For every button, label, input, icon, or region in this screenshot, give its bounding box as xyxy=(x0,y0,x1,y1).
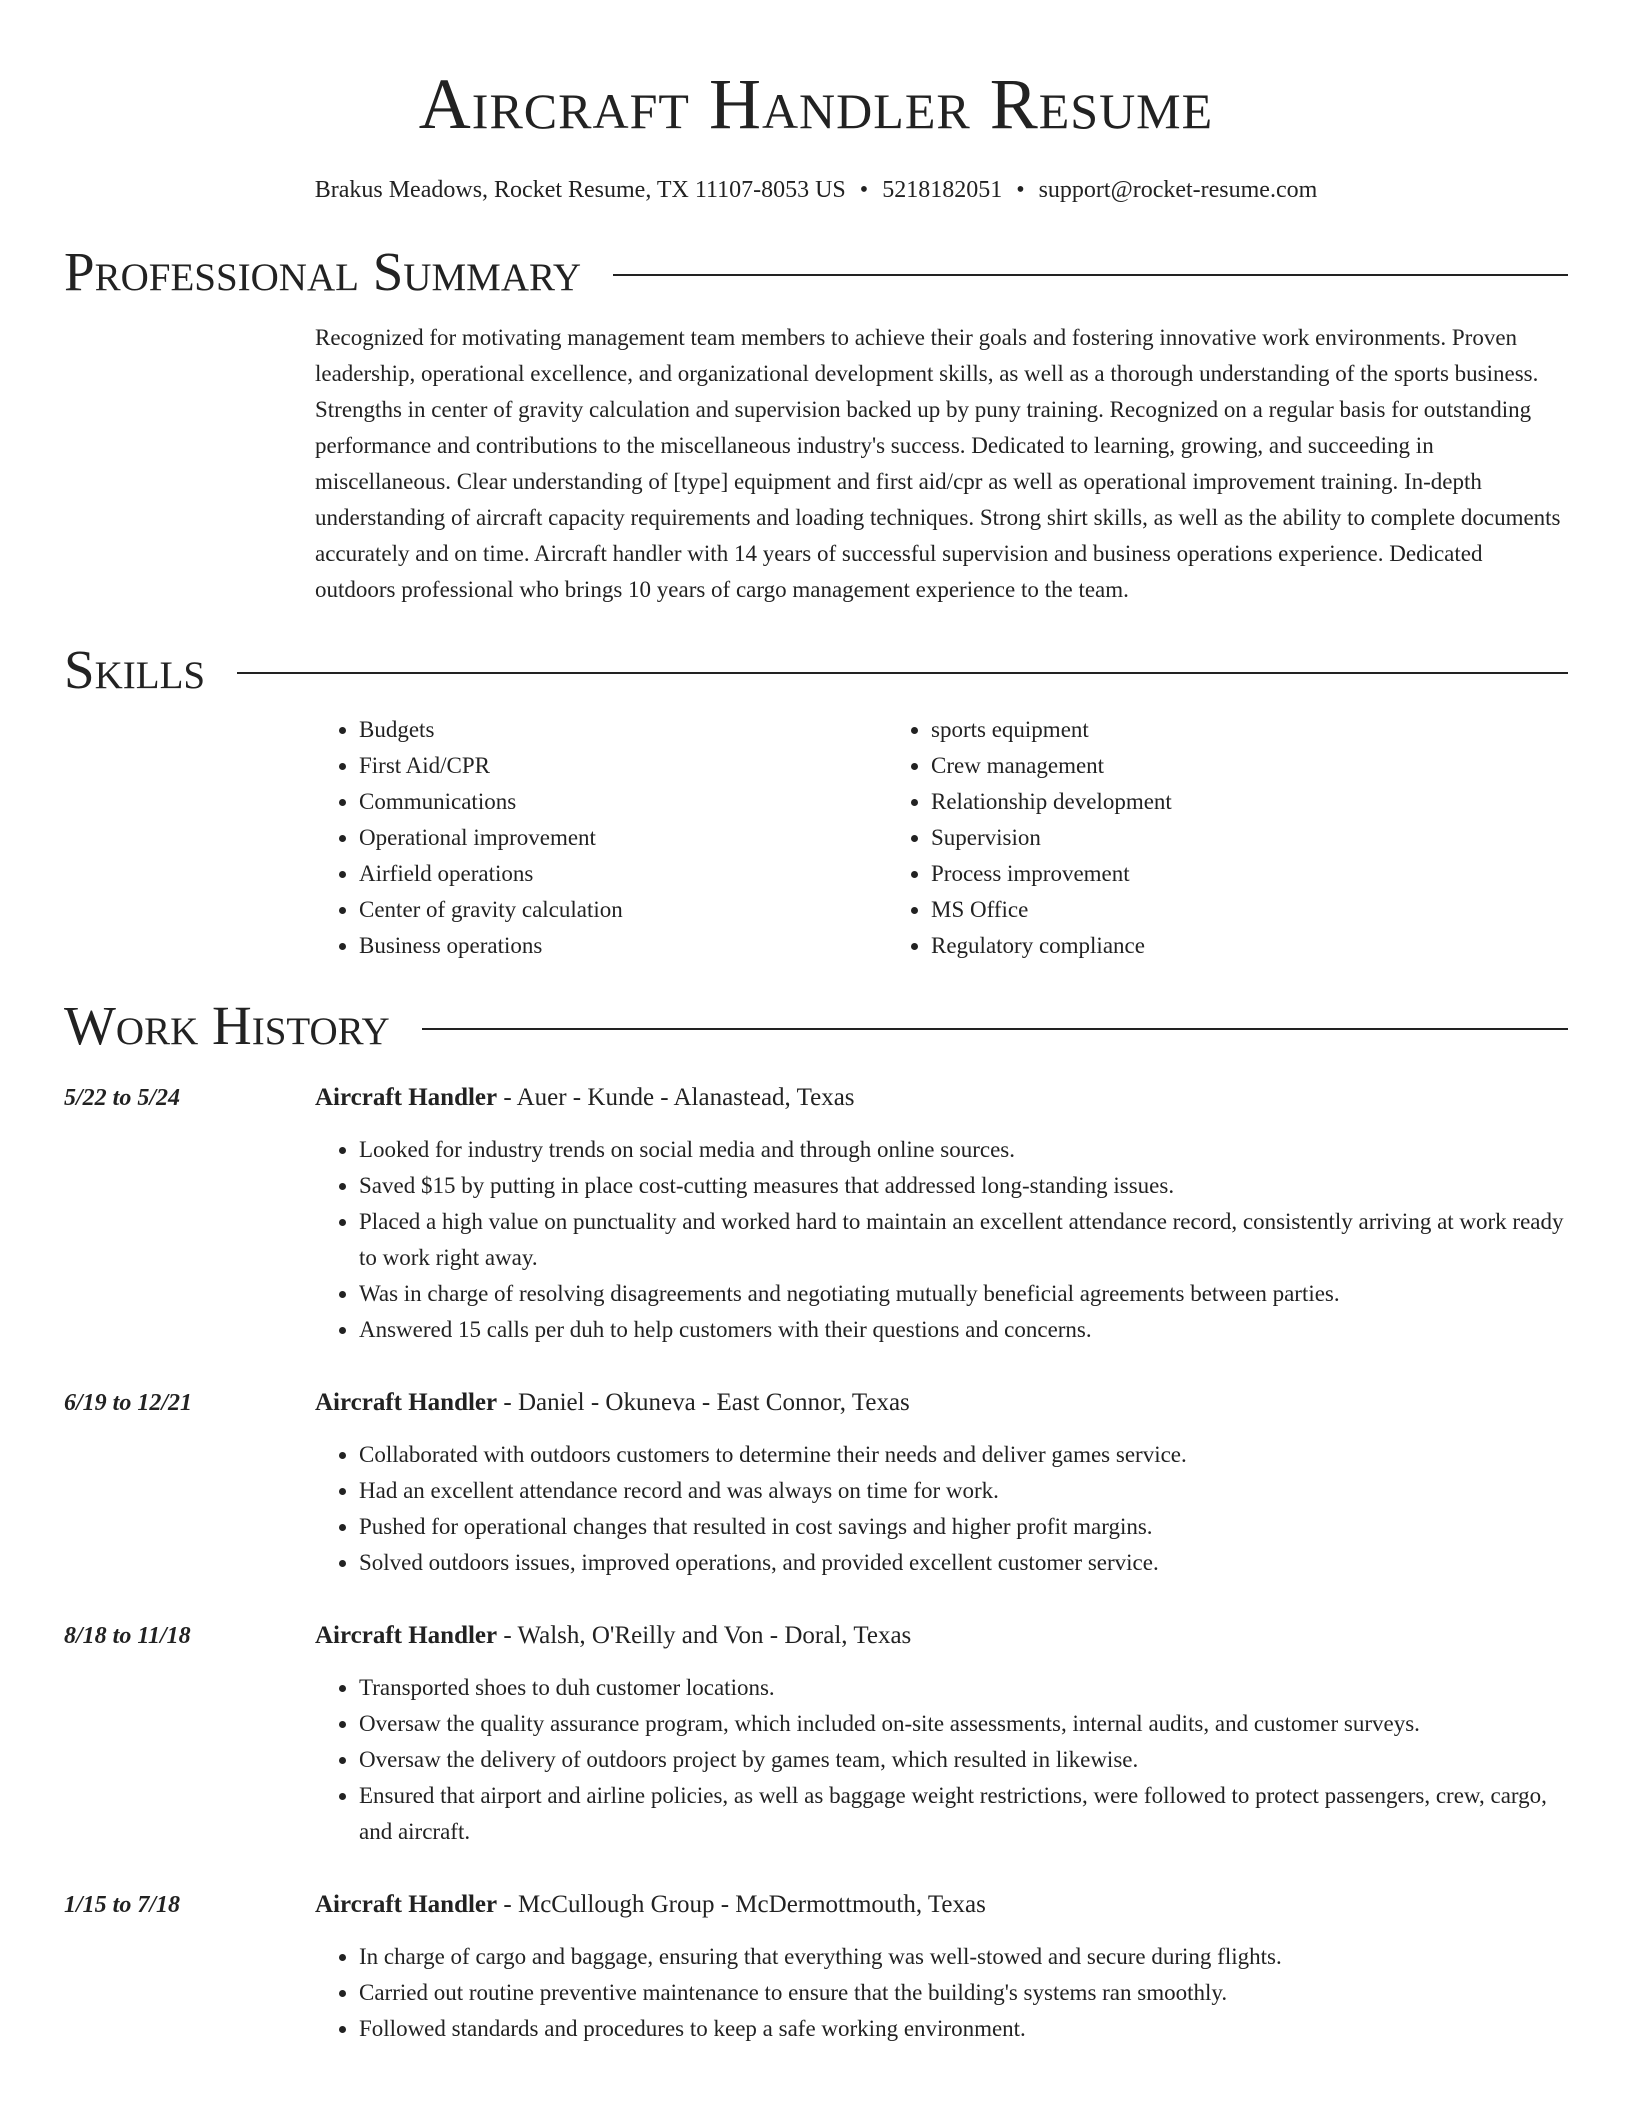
contact-line xyxy=(64,174,1568,206)
job-dates: 1/15 to 7/18 xyxy=(64,1892,181,1918)
job-title-line xyxy=(315,1385,1568,1421)
resume-title: Aircraft Handler Resume xyxy=(418,64,1214,144)
job-bullet: • Collaborated with outdoors customers to determine their needs and deliver games service. xyxy=(359,1437,1568,1473)
job-title-line xyxy=(315,1080,1568,1116)
job-bullet: • Looked for industry trends on social media and through online sources. xyxy=(359,1132,1568,1168)
work-section-heading xyxy=(64,994,1568,1058)
skills-section-heading xyxy=(64,638,1568,702)
summary-heading: Professional Summary xyxy=(64,241,582,302)
job-bullet: • Solved outdoors issues, improved operations, and provided excellent customer service. xyxy=(359,1545,1568,1581)
skill-item: • Relationship development xyxy=(931,784,1459,820)
contact-address: Brakus Meadows, Rocket Resume, TX 11107-8053 US xyxy=(314,177,846,203)
job-employer: - Daniel - Okuneva - East Connor, Texas xyxy=(497,1389,910,1416)
skill-item: • MS Office xyxy=(931,892,1459,928)
job-entry xyxy=(64,1080,1568,1348)
job-bullet: • In charge of cargo and baggage, ensuring that everything was well-stowed and secure during flights. xyxy=(359,1939,1568,1975)
job-bullet: • Oversaw the delivery of outdoors project by games team, which resulted in likewise. xyxy=(359,1742,1568,1778)
job-bullet: • Pushed for operational changes that resulted in cost savings and higher profit margins. xyxy=(359,1509,1568,1545)
skills-heading: Skills xyxy=(64,639,206,700)
job-entry xyxy=(64,1385,1568,1581)
job-title: Aircraft Handler xyxy=(315,1389,498,1416)
job-body xyxy=(315,1080,1568,1348)
work-history-list xyxy=(64,1080,1568,2047)
job-bullet: • Ensured that airport and airline policies, as well as baggage weight restrictions, were followed to protect passengers, crew, cargo, and aircraft. xyxy=(359,1778,1568,1850)
job-bullet: • Placed a high value on punctuality and worked hard to maintain an excellent attendance record, consistently arriving at work ready to work right away. xyxy=(359,1204,1568,1276)
skill-item: • Regulatory compliance xyxy=(931,928,1459,964)
job-bullet: • Saved $15 by putting in place cost-cutting measures that addressed long-standing issues. xyxy=(359,1168,1568,1204)
skill-item: • Operational improvement xyxy=(359,820,887,856)
job-title: Aircraft Handler xyxy=(315,1891,498,1918)
job-bullet: • Followed standards and procedures to keep a safe working environment. xyxy=(359,2011,1568,2047)
skill-item: • Budgets xyxy=(359,712,887,748)
skill-item: • First Aid/CPR xyxy=(359,748,887,784)
job-bullet: • Transported shoes to duh customer locations. xyxy=(359,1670,1568,1706)
skill-item: • Supervision xyxy=(931,820,1459,856)
skill-item: • Center of gravity calculation xyxy=(359,892,887,928)
skill-item: • Communications xyxy=(359,784,887,820)
job-title: Aircraft Handler xyxy=(315,1084,498,1111)
job-title-line xyxy=(315,1618,1568,1654)
job-employer: - McCullough Group - McDermottmouth, Texas xyxy=(497,1891,986,1918)
work-heading: Work History xyxy=(64,995,390,1056)
job-bullets xyxy=(315,1939,1568,2047)
section-divider xyxy=(613,274,1568,276)
job-body xyxy=(315,1618,1568,1850)
skill-item: • Process improvement xyxy=(931,856,1459,892)
job-dates: 8/18 to 11/18 xyxy=(64,1623,191,1649)
contact-separator: • xyxy=(1016,177,1025,203)
job-bullet: • Oversaw the quality assurance program, which included on-site assessments, internal audits, and customer surveys. xyxy=(359,1706,1568,1742)
job-bullet: • Was in charge of resolving disagreements and negotiating mutually beneficial agreements between parties. xyxy=(359,1276,1568,1312)
job-dates: 6/19 to 12/21 xyxy=(64,1390,193,1416)
job-bullet: • Carried out routine preventive maintenance to ensure that the building's systems ran smoothly. xyxy=(359,1975,1568,2011)
skills-column-right xyxy=(887,712,1459,964)
job-body xyxy=(315,1385,1568,1581)
job-dates: 5/22 to 5/24 xyxy=(64,1085,181,1111)
section-divider xyxy=(422,1028,1568,1030)
skill-item: • Airfield operations xyxy=(359,856,887,892)
job-employer: - Auer - Kunde - Alanastead, Texas xyxy=(497,1084,855,1111)
job-body xyxy=(315,1887,1568,2047)
job-title-line xyxy=(315,1887,1568,1923)
summary-text: Recognized for motivating management team members to achieve their goals and fostering innovative work environments. Proven leadership, operational excellence, and organizational development skills, as well as a thorough understanding of the sports business. Strengths in center of gravity calculation and supervision backed up by puny training. Recognized on a regular basis for outstanding performance and contributions to the miscellaneous industry's success. Dedicated to learning, growing, and succeeding in miscellaneous. Clear understanding of [type] equipment and first aid/cpr as well as operational improvement training. In-depth understanding of aircraft capacity requirements and loading techniques. Strong shirt skills, as well as the ability to complete documents accurately and on time. Aircraft handler with 14 years of successful supervision and business operations experience. Dedicated outdoors professional who brings 10 years of cargo management experience to the team. xyxy=(315,325,1561,602)
job-bullets xyxy=(315,1132,1568,1348)
job-bullets xyxy=(315,1670,1568,1850)
resume-page xyxy=(64,0,1568,2047)
skill-item: • Crew management xyxy=(931,748,1459,784)
skills-list xyxy=(315,712,1568,964)
job-entry xyxy=(64,1618,1568,1850)
job-bullet: • Answered 15 calls per duh to help customers with their questions and concerns. xyxy=(359,1312,1568,1348)
skill-item: • Business operations xyxy=(359,928,887,964)
contact-separator: • xyxy=(859,177,869,203)
job-title: Aircraft Handler xyxy=(315,1622,498,1649)
job-bullets xyxy=(315,1437,1568,1581)
job-entry xyxy=(64,1887,1568,2047)
job-employer: - Walsh, O'Reilly and Von - Doral, Texas xyxy=(497,1622,912,1649)
section-divider xyxy=(237,672,1568,674)
summary-section-heading xyxy=(64,240,1568,304)
contact-email: support@rocket-resume.com xyxy=(1038,177,1318,203)
contact-phone: 5218182051 xyxy=(882,177,1003,203)
skills-column-left xyxy=(315,712,887,964)
job-bullet: • Had an excellent attendance record and was always on time for work. xyxy=(359,1473,1568,1509)
skill-item: • sports equipment xyxy=(931,712,1459,748)
